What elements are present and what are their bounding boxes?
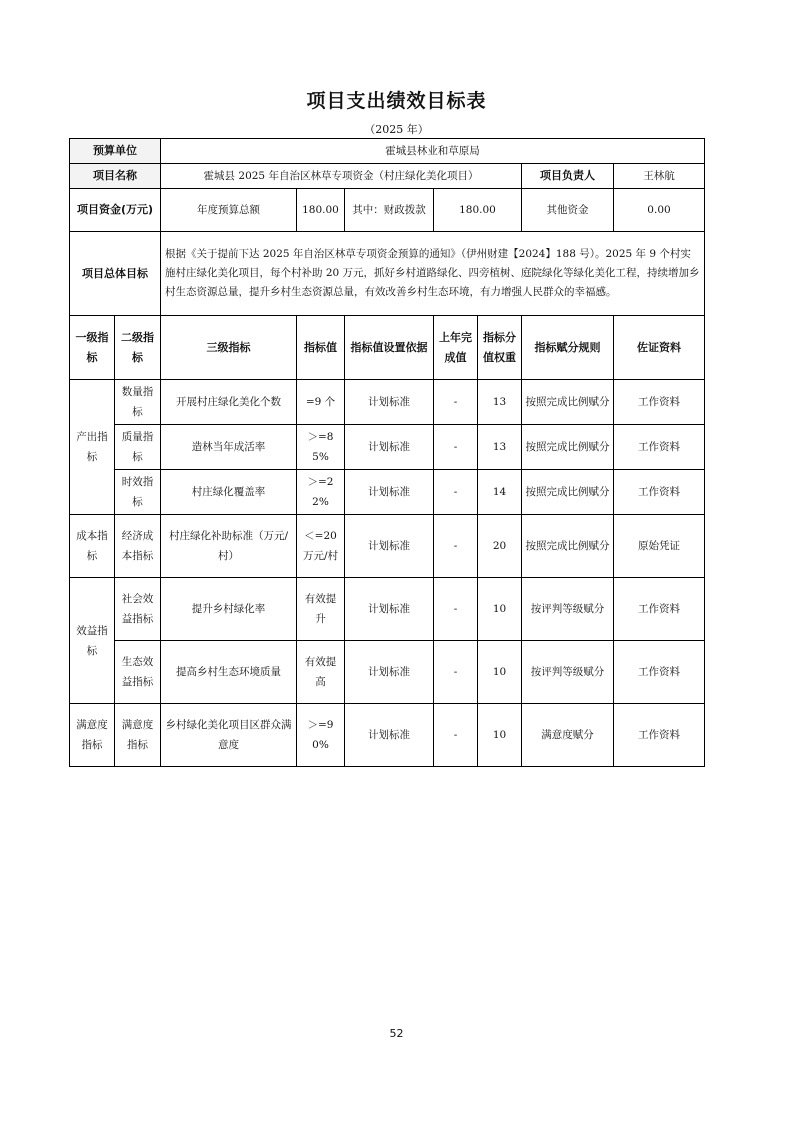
evidence-cell: 工作资料 (614, 470, 705, 515)
indicator-header-row (70, 316, 705, 380)
other-funds-label: 其他资金 (522, 189, 614, 232)
value-cell: ＞=90% (297, 704, 345, 767)
header-rule: 指标赋分规则 (522, 316, 614, 380)
performance-table (69, 138, 705, 767)
level1-cell: 满意度指标 (70, 704, 115, 767)
basis-cell: 计划标准 (345, 515, 434, 578)
last-year-cell: - (434, 425, 478, 470)
evidence-cell: 工作资料 (614, 704, 705, 767)
rule-cell: 满意度赋分 (522, 704, 614, 767)
header-last-year: 上年完成值 (434, 316, 478, 380)
level1-cell: 产出指标 (70, 380, 115, 515)
last-year-cell: - (434, 641, 478, 704)
evidence-cell: 工作资料 (614, 578, 705, 641)
level3-cell: 提升乡村绿化率 (161, 578, 297, 641)
header-value: 指标值 (297, 316, 345, 380)
level3-cell: 提高乡村生态环境质量 (161, 641, 297, 704)
table-row (70, 578, 705, 641)
evidence-cell: 工作资料 (614, 641, 705, 704)
level3-cell: 造林当年成活率 (161, 425, 297, 470)
table-row (70, 641, 705, 704)
weight-cell: 13 (478, 425, 522, 470)
header-weight: 指标分值权重 (478, 316, 522, 380)
table-row (70, 515, 705, 578)
last-year-cell: - (434, 515, 478, 578)
level3-cell: 村庄绿化补助标准（万元/村） (161, 515, 297, 578)
basis-cell: 计划标准 (345, 641, 434, 704)
table-row (70, 425, 705, 470)
fiscal-allocation-value: 180.00 (434, 189, 522, 232)
level2-cell: 质量指标 (115, 425, 161, 470)
rule-cell: 按照完成比例赋分 (522, 515, 614, 578)
level1-cell: 效益指标 (70, 578, 115, 704)
evidence-cell: 原始凭证 (614, 515, 705, 578)
page-number: 52 (389, 1027, 404, 1040)
level1-cell: 成本指标 (70, 515, 115, 578)
project-name-label: 项目名称 (70, 164, 161, 189)
budget-unit-label: 预算单位 (70, 139, 161, 164)
level2-cell: 社会效益指标 (115, 578, 161, 641)
table-row (70, 380, 705, 425)
last-year-cell: - (434, 380, 478, 425)
rule-cell: 按评判等级赋分 (522, 578, 614, 641)
last-year-cell: - (434, 704, 478, 767)
header-level2: 二级指标 (115, 316, 161, 380)
project-name-value: 霍城县 2025 年自治区林草专项资金（村庄绿化美化项目） (161, 164, 522, 189)
header-level1: 一级指标 (70, 316, 115, 380)
value-cell: 有效提升 (297, 578, 345, 641)
level2-cell: 生态效益指标 (115, 641, 161, 704)
weight-cell: 14 (478, 470, 522, 515)
project-leader-label: 项目负责人 (522, 164, 614, 189)
header-evidence: 佐证资料 (614, 316, 705, 380)
rule-cell: 按照完成比例赋分 (522, 425, 614, 470)
overall-goal-row (70, 232, 705, 316)
level2-cell: 经济成本指标 (115, 515, 161, 578)
project-leader-value: 王林航 (614, 164, 705, 189)
value-cell: ＞=85% (297, 425, 345, 470)
weight-cell: 10 (478, 704, 522, 767)
value-cell: =9 个 (297, 380, 345, 425)
rule-cell: 按照完成比例赋分 (522, 380, 614, 425)
level3-cell: 开展村庄绿化美化个数 (161, 380, 297, 425)
project-name-row (70, 164, 705, 189)
year-subtitle: （2025 年） (364, 123, 429, 136)
basis-cell: 计划标准 (345, 425, 434, 470)
overall-goal-text: 根据《关于提前下达 2025 年自治区林草专项资金预算的通知》（伊州财建【2024】188 号）。2025 年 9 个村实施村庄绿化美化项目，每个村补助 20 万元，抓好乡村道路绿化、四旁植树、庭院绿化等绿化美化工程，持续增加乡村生态资源总量，提升乡村生态资源总量，有效改善乡村生态环境，有力增强人民群众的幸福感。 (161, 232, 705, 316)
table-row (70, 704, 705, 767)
budget-unit-value: 霍城县林业和草原局 (161, 139, 705, 164)
evidence-cell: 工作资料 (614, 425, 705, 470)
level2-cell: 时效指标 (115, 470, 161, 515)
rule-cell: 按照完成比例赋分 (522, 470, 614, 515)
basis-cell: 计划标准 (345, 380, 434, 425)
last-year-cell: - (434, 470, 478, 515)
basis-cell: 计划标准 (345, 470, 434, 515)
value-cell: ＞=22% (297, 470, 345, 515)
overall-goal-label: 项目总体目标 (70, 232, 161, 316)
value-cell: 有效提高 (297, 641, 345, 704)
weight-cell: 13 (478, 380, 522, 425)
project-funds-label: 项目资金(万元) (70, 189, 161, 232)
level2-cell: 满意度指标 (115, 704, 161, 767)
basis-cell: 计划标准 (345, 578, 434, 641)
fiscal-allocation-label: 其中：财政拨款 (345, 189, 434, 232)
evidence-cell: 工作资料 (614, 380, 705, 425)
rule-cell: 按评判等级赋分 (522, 641, 614, 704)
annual-budget-label: 年度预算总额 (161, 189, 297, 232)
header-level3: 三级指标 (161, 316, 297, 380)
weight-cell: 10 (478, 641, 522, 704)
budget-unit-row (70, 139, 705, 164)
weight-cell: 20 (478, 515, 522, 578)
annual-budget-amount: 180.00 (297, 189, 345, 232)
project-funds-row (70, 189, 705, 232)
value-cell: ＜=20 万元/村 (297, 515, 345, 578)
level2-cell: 数量指标 (115, 380, 161, 425)
level3-cell: 乡村绿化美化项目区群众满意度 (161, 704, 297, 767)
table-row (70, 470, 705, 515)
other-funds-value: 0.00 (614, 189, 705, 232)
basis-cell: 计划标准 (345, 704, 434, 767)
header-basis: 指标值设置依据 (345, 316, 434, 380)
weight-cell: 10 (478, 578, 522, 641)
last-year-cell: - (434, 578, 478, 641)
level3-cell: 村庄绿化覆盖率 (161, 470, 297, 515)
page-title: 项目支出绩效目标表 (306, 90, 487, 112)
